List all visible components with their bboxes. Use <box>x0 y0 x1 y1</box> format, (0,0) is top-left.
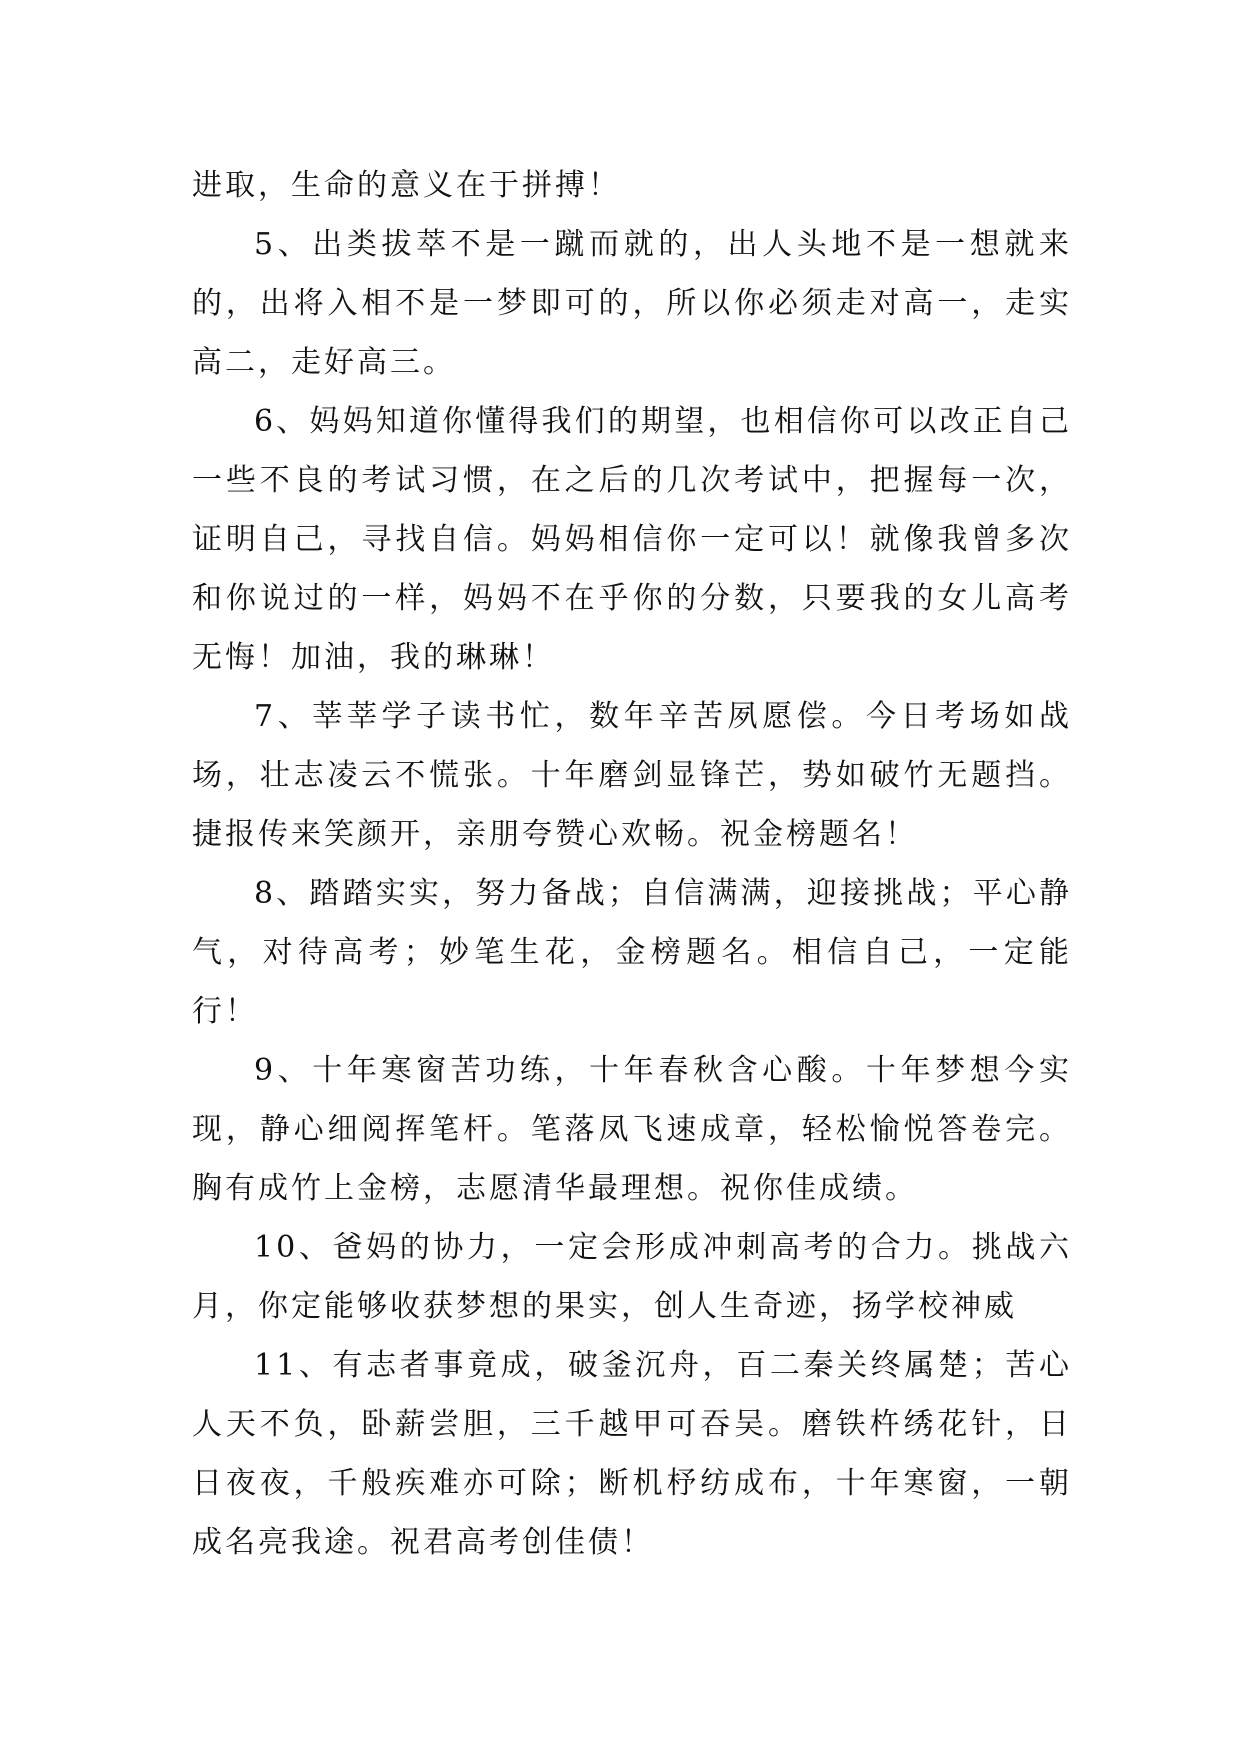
paragraph-item-8: 8、踏踏实实，努力备战；自信满满，迎接挑战；平心静气，对待高考；妙笔生花，金榜题名。相信自己，一定能行！ <box>192 876 1072 1029</box>
paragraph-item-6: 6、妈妈知道你懂得我们的期望，也相信你可以改正自己一些不良的考试习惯，在之后的几次考试中，把握每一次，证明自己，寻找自信。妈妈相信你一定可以！就像我曾多次和你说过的一样，妈妈不在乎你的分数，只要我的女儿高考无悔！加油，我的琳琳！ <box>192 404 1072 675</box>
paragraph-item-5: 5、出类拔萃不是一蹴而就的，出人头地不是一想就来的，出将入相不是一梦即可的，所以你必须走对高一，走实高二，走好高三。 <box>192 227 1072 380</box>
document-body <box>192 156 1072 1572</box>
paragraph-item-10: 10、爸妈的协力，一定会形成冲刺高考的合力。挑战六月，你定能够收获梦想的果实，创人生奇迹，扬学校神威 <box>192 1230 1072 1324</box>
paragraph-item-9: 9、十年寒窗苦功练，十年春秋含心酸。十年梦想今实现，静心细阅挥笔杆。笔落凤飞速成章，轻松愉悦答卷完。胸有成竹上金榜，志愿清华最理想。祝你佳成绩。 <box>192 1053 1072 1206</box>
paragraph-item-11: 11、有志者事竟成，破釜沉舟，百二秦关终属楚；苦心人天不负，卧薪尝胆，三千越甲可吞吴。磨铁杵绣花针，日日夜夜，千般疾难亦可除；断机杼纺成布，十年寒窗，一朝成名亮我途。祝君高考创佳债！ <box>192 1348 1072 1560</box>
paragraph-item-7: 7、莘莘学子读书忙，数年辛苦夙愿偿。今日考场如战场，壮志凌云不慌张。十年磨剑显锋芒，势如破竹无题挡。捷报传来笑颜开，亲朋夸赞心欢畅。祝金榜题名！ <box>192 699 1072 852</box>
paragraph-continuation: 进取，生命的意义在于拼搏！ <box>192 168 621 203</box>
